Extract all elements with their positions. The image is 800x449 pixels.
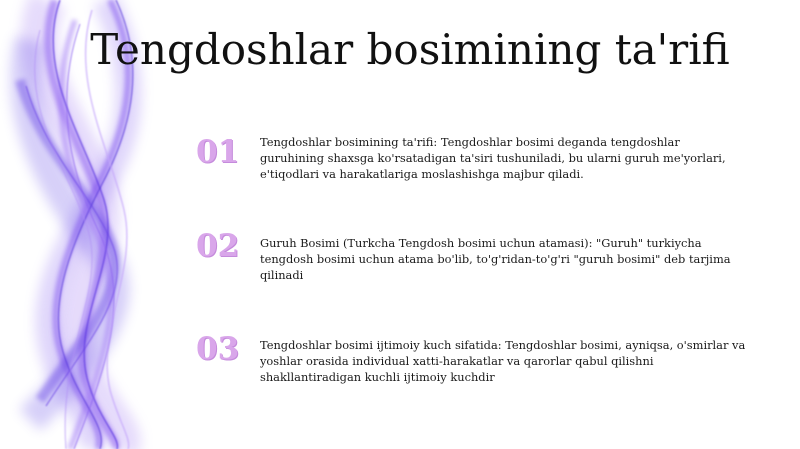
item-number: 02	[196, 228, 240, 264]
item-text: Tengdoshlar bosimining ta'rifi: Tengdoshlar bosimi deganda tengdoshlar guruhining shaxsga ko'rsatadigan ta'siri tushuniladi, bu ularni guruh me'yorlari, e'tiqodlari va harakatlariga moslashishga majbur qiladi.	[260, 135, 726, 181]
item-text: Tengdoshlar bosimi ijtimoiy kuch sifatida: Tengdoshlar bosimi, ayniqsa, o'smirlar va yoshlar orasida individual xatti-harakatlar va qarorlar qabul qilishni shakllantiradigan kuchli ijtimoiy kuchdir	[260, 338, 746, 384]
slide-title: Tengdoshlar bosimining ta'rifi	[90, 25, 730, 74]
item-text: Guruh Bosimi (Turkcha Tengdosh bosimi uchun atamasi): "Guruh" turkiycha tengdosh bosimi uchun atama bo'lib, to'g'ridan-to'g'ri "guruh bosimi" deb tarjima qilinadi	[260, 236, 731, 282]
item-number: 01	[196, 134, 240, 170]
item-number: 03	[196, 331, 240, 367]
